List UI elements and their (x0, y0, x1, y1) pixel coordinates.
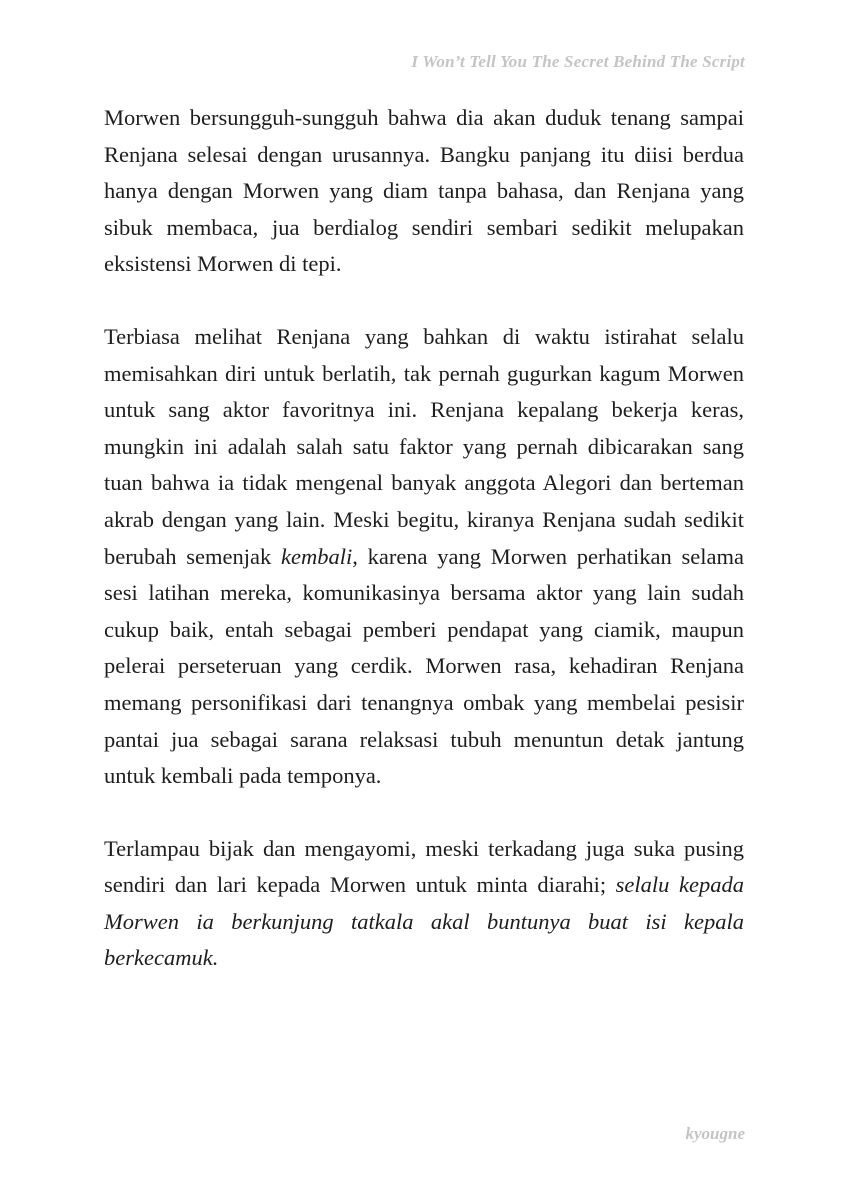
paragraph-3-text: Terlampau bijak dan mengayomi, meski terkadang juga suka pusing sendiri dan lari kepada Morwen untuk minta diarahi; (104, 835, 744, 898)
paragraph-2-text-start: Terbiasa melihat Renjana yang bahkan di waktu istirahat selalu memisahkan diri untuk berlatih, tak pernah gugurkan kagum Morwen untuk sang aktor favoritnya ini. Renjana kepalang bekerja keras, mungkin ini adalah salah satu faktor yang pernah dibicarakan sang tuan bahwa ia tidak mengenal banyak anggota Alegori dan berteman akrab dengan yang lain. Meski begitu, kiranya Renjana sudah sedikit berubah semenjak (104, 323, 744, 569)
paragraph-2 (104, 319, 744, 795)
paragraph-2-text-end: , karena yang Morwen perhatikan selama sesi latihan mereka, komunikasinya bersama aktor yang lain sudah cukup baik, entah sebagai pemberi pendapat yang ciamik, maupun pelerai perseteruan yang cerdik. Morwen rasa, kehadiran Renjana memang personifikasi dari tenangnya ombak yang membelai pesisir pantai jua sebagai sarana relaksasi tubuh menuntun detak jantung untuk kembali pada temponya. (104, 543, 744, 789)
paragraph-3-italic-tail: selalu kepada Morwen ia berkunjung tatkala akal buntunya buat isi kepala berkecamuk. (104, 872, 744, 971)
paragraph-2-italic-word: kembali (280, 543, 353, 569)
paragraph-3 (104, 831, 744, 977)
paragraph-1-text: Morwen bersungguh-sungguh bahwa dia akan duduk tenang sampai Renjana selesai dengan urusannya. Bangku panjang itu diisi berdua hanya dengan Morwen yang diam tanpa bahasa, dan Renjana yang sibuk membaca, jua berdialog sendiri sembari sedikit melupakan eksistensi Morwen di tepi. (104, 105, 744, 277)
running-header-title: I Won’t Tell You The Secret Behind The Script (411, 52, 745, 71)
author-signature: kyougne (685, 1124, 745, 1143)
body-text (104, 100, 744, 1013)
paragraph-1 (104, 100, 744, 283)
